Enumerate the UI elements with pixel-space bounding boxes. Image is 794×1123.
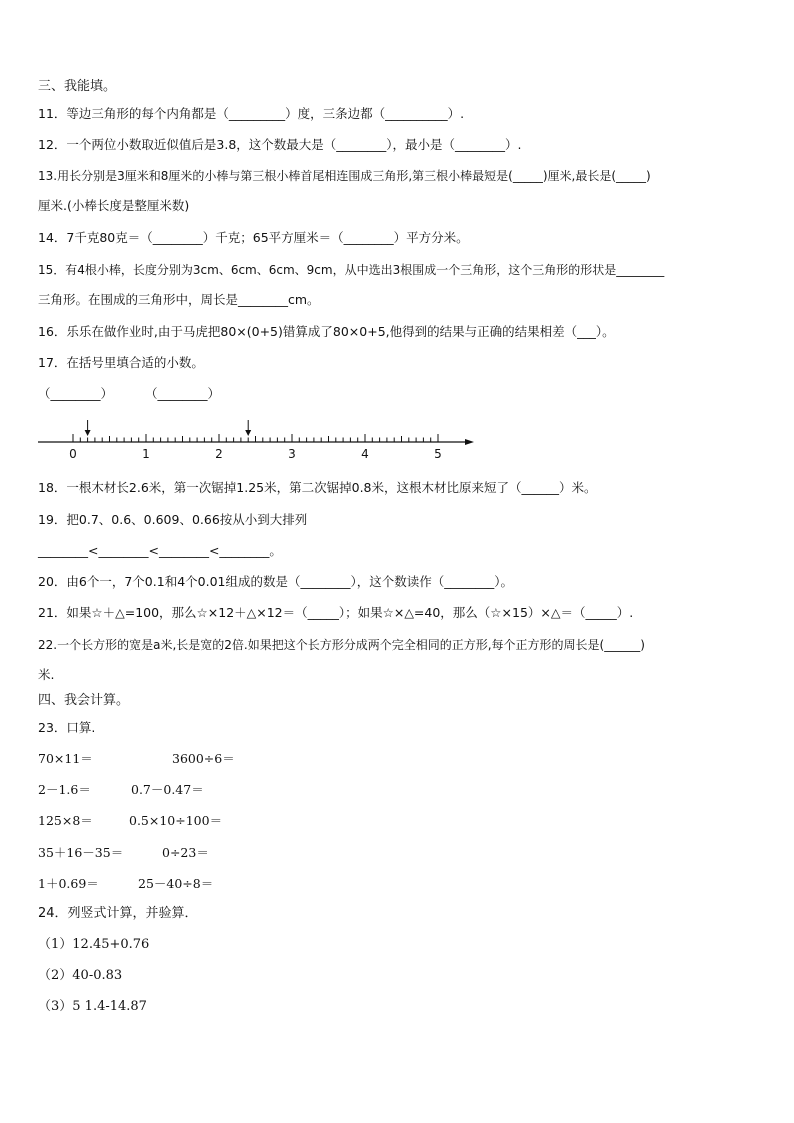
q17-blank-1: （________）	[38, 386, 114, 401]
question-13-line2: 厘米.(小棒长度是整厘米数)	[38, 198, 190, 213]
vertical-calc-1: （1）12.45+0.76	[38, 937, 150, 952]
question-20: 20．由6个一，7个0.1和4个0.01组成的数是（________），这个数读作（________）。	[38, 574, 513, 589]
question-22-line1: 22.一个长方形的宽是a米,长是宽的2倍.如果把这个长方形分成两个完全相同的正方形,每个正方形的周长是(______)	[38, 638, 645, 652]
ruler-tick-label: 1	[142, 447, 150, 461]
number-line-ruler	[36, 418, 480, 464]
question-17: 17．在括号里填合适的小数。	[38, 355, 204, 370]
oral-calc: 70×11＝	[38, 751, 93, 766]
oral-calc: 0.7－0.47＝	[131, 782, 204, 797]
vertical-calc-3: （3）5 1.4-14.87	[38, 999, 147, 1014]
question-19-line1: 19．把0.7、0.6、0.609、0.66按从小到大排列	[38, 512, 308, 527]
question-23: 23．口算.	[38, 720, 96, 735]
section3-title: 三、我能填。	[38, 79, 117, 94]
question-24: 24．列竖式计算，并验算．	[38, 906, 198, 921]
ruler-tick-label: 3	[288, 447, 296, 461]
oral-calc: 1＋0.69＝	[38, 876, 99, 891]
number-line-arrowhead	[465, 439, 474, 445]
oral-calc: 0÷23＝	[162, 845, 209, 860]
q17-blank-2: （________）	[145, 386, 221, 401]
question-11: 11．等边三角形的每个内角都是（_________）度，三条边都（__________）.	[38, 106, 465, 121]
oral-calc: 2－1.6＝	[38, 782, 91, 797]
section4-title: 四、我会计算。	[38, 693, 130, 708]
question-16: 16．乐乐在做作业时,由于马虎把80×(0+5)错算成了80×0+5,他得到的结果与正确的结果相差（___）。	[38, 324, 615, 339]
question-14: 14．7千克80克＝（________）千克；65平方厘米＝（________）平方分米。	[38, 230, 469, 245]
vertical-calc-2: （2）40-0.83	[38, 968, 123, 983]
ruler-tick-label: 4	[361, 447, 369, 461]
question-21: 21．如果☆＋△=100，那么☆×12＋△×12＝（_____）；如果☆×△=40，那么（☆×15）×△＝（_____）.	[38, 605, 634, 620]
oral-calc: 3600÷6＝	[172, 751, 235, 766]
question-13-line1: 13.用长分别是3厘米和8厘米的小棒与第三根小棒首尾相连围成三角形,第三根小棒最短是(_____)厘米,最长是(_____)	[38, 169, 651, 183]
question-15-line2: 三角形。在围成的三角形中，周长是________cm。	[38, 292, 320, 307]
oral-calc: 35＋16－35＝	[38, 845, 124, 860]
ruler-tick-label: 0	[69, 447, 77, 461]
down-arrow-icon	[85, 430, 91, 436]
ruler-tick-label: 2	[215, 447, 223, 461]
question-22-line2: 米.	[38, 667, 55, 682]
question-18: 18．一根木材长2.6米，第一次锯掉1.25米，第二次锯掉0.8米，这根木材比原来短了（______）米。	[38, 480, 597, 495]
oral-calc: 125×8＝	[38, 813, 93, 828]
question-15-line1: 15．有4根小棒，长度分别为3cm、6cm、6cm、9cm，从中选出3根围成一个三角形，这个三角形的形状是________	[38, 263, 665, 277]
ruler-tick-label: 5	[434, 447, 442, 461]
oral-calc: 0.5×10÷100＝	[129, 813, 223, 828]
question-19-line2: ________<________<________<________。	[38, 543, 282, 558]
oral-calc: 25－40÷8＝	[138, 876, 214, 891]
down-arrow-icon	[245, 430, 251, 436]
question-12: 12．一个两位小数取近似值后是3.8，这个数最大是（________），最小是（________）.	[38, 137, 522, 152]
